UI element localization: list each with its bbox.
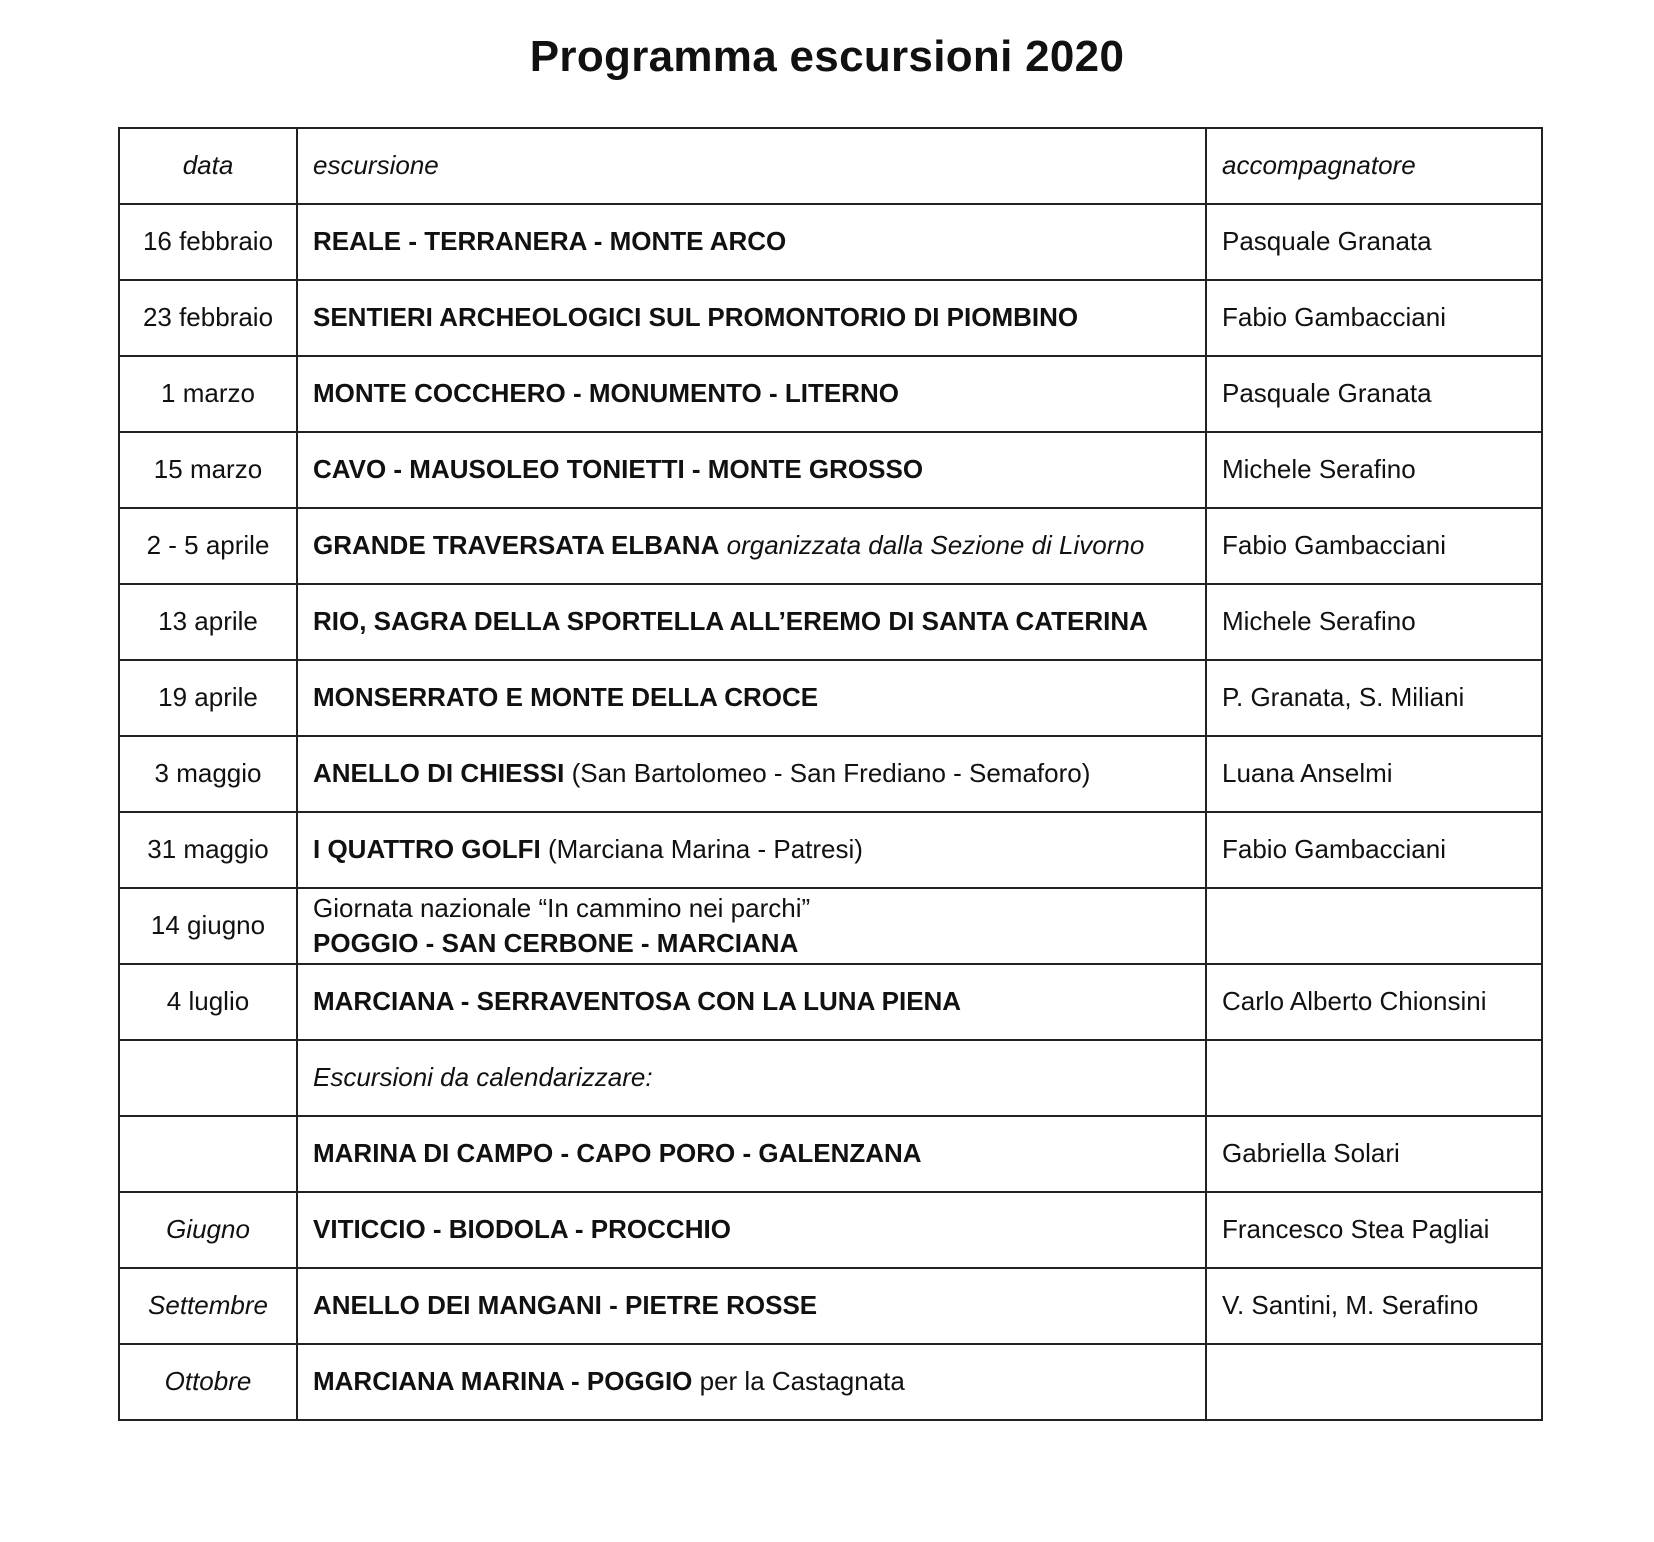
table-header-row [119,128,1542,204]
excursion-table [118,127,1543,1421]
table-row [119,280,1542,356]
table-row [119,1344,1542,1420]
row-escursione [297,204,1206,280]
row-guide: Gabriella Solari [1206,1116,1542,1192]
row-date: 14 giugno [119,888,297,964]
header-escursione: escursione [297,128,1206,204]
row-guide [1206,1040,1542,1116]
excursion-note: (San Bartolomeo - San Frediano - Semaforo) [571,758,1091,789]
row-guide [1206,888,1542,964]
excursion-title: MARINA DI CAMPO - CAPO PORO - GALENZANA [313,1138,922,1169]
table-row [119,432,1542,508]
row-date: 1 marzo [119,356,297,432]
excursion-title: SENTIERI ARCHEOLOGICI SUL PROMONTORIO DI PIOMBINO [313,302,1079,333]
excursion-title: MARCIANA MARINA - POGGIO [313,1366,693,1397]
table-row [119,1192,1542,1268]
row-date: 2 - 5 aprile [119,508,297,584]
row-guide: V. Santini, M. Serafino [1206,1268,1542,1344]
row-date: 19 aprile [119,660,297,736]
row-escursione [297,432,1206,508]
row-date: 23 febbraio [119,280,297,356]
row-escursione [297,888,1206,964]
header-accompagnatore: accompagnatore [1206,128,1542,204]
table-row [119,1268,1542,1344]
row-guide: Fabio Gambacciani [1206,508,1542,584]
row-escursione [297,660,1206,736]
row-date: 31 maggio [119,812,297,888]
row-guide: Michele Serafino [1206,432,1542,508]
row-guide: Fabio Gambacciani [1206,280,1542,356]
row-escursione [297,1192,1206,1268]
row-guide: Fabio Gambacciani [1206,812,1542,888]
excursion-title: MARCIANA - SERRAVENTOSA CON LA LUNA PIENA [313,986,962,1017]
row-guide: Francesco Stea Pagliai [1206,1192,1542,1268]
row-escursione [297,508,1206,584]
excursion-title: REALE - TERRANERA - MONTE ARCO [313,226,787,257]
excursion-title: GRANDE TRAVERSATA ELBANA [313,530,720,561]
table-row [119,508,1542,584]
row-guide: P. Granata, S. Miliani [1206,660,1542,736]
row-date: 4 luglio [119,964,297,1040]
row-guide: Luana Anselmi [1206,736,1542,812]
table-row [119,964,1542,1040]
excursion-title: RIO, SAGRA DELLA SPORTELLA ALL’EREMO DI SANTA CATERINA [313,606,1148,637]
header-date: data [119,128,297,204]
table-row [119,1040,1542,1116]
excursion-title: I QUATTRO GOLFI [313,834,541,865]
row-escursione [297,1116,1206,1192]
row-date: 3 maggio [119,736,297,812]
row-escursione [297,736,1206,812]
row-escursione [297,280,1206,356]
excursion-title: ANELLO DEI MANGANI - PIETRE ROSSE [313,1290,818,1321]
row-guide [1206,1344,1542,1420]
excursion-title: VITICCIO - BIODOLA - PROCCHIO [313,1214,731,1245]
table-row [119,204,1542,280]
row-date: 16 febbraio [119,204,297,280]
table-row [119,660,1542,736]
excursion-pre-note: Giornata nazionale “In cammino nei parchi” [313,892,811,923]
row-date: Settembre [119,1268,297,1344]
row-escursione [297,584,1206,660]
table-row [119,736,1542,812]
table-row [119,1116,1542,1192]
section-label: Escursioni da calendarizzare: [313,1062,653,1093]
table-row [119,356,1542,432]
row-escursione [297,356,1206,432]
table-row [119,888,1542,964]
excursion-title: ANELLO DI CHIESSI [313,758,565,789]
excursion-title: MONTE COCCHERO - MONUMENTO - LITERNO [313,378,899,409]
row-guide: Michele Serafino [1206,584,1542,660]
excursion-title: POGGIO - SAN CERBONE - MARCIANA [313,928,799,958]
row-guide: Carlo Alberto Chionsini [1206,964,1542,1040]
excursion-note: (Marciana Marina - Patresi) [547,834,863,865]
excursion-note: organizzata dalla Sezione di Livorno [726,530,1145,561]
row-date: 15 marzo [119,432,297,508]
excursion-title: MONSERRATO E MONTE DELLA CROCE [313,682,819,713]
row-date [119,1116,297,1192]
table-row [119,584,1542,660]
row-escursione [297,1344,1206,1420]
row-date [119,1040,297,1116]
row-escursione [297,1040,1206,1116]
row-date: 13 aprile [119,584,297,660]
excursion-title: CAVO - MAUSOLEO TONIETTI - MONTE GROSSO [313,454,924,485]
row-date: Giugno [119,1192,297,1268]
row-date: Ottobre [119,1344,297,1420]
page-title: Programma escursioni 2020 [529,32,1125,81]
table-row [119,812,1542,888]
row-guide: Pasquale Granata [1206,204,1542,280]
row-escursione [297,964,1206,1040]
excursion-note: per la Castagnata [699,1366,905,1397]
row-escursione [297,1268,1206,1344]
row-escursione [297,812,1206,888]
row-guide: Pasquale Granata [1206,356,1542,432]
